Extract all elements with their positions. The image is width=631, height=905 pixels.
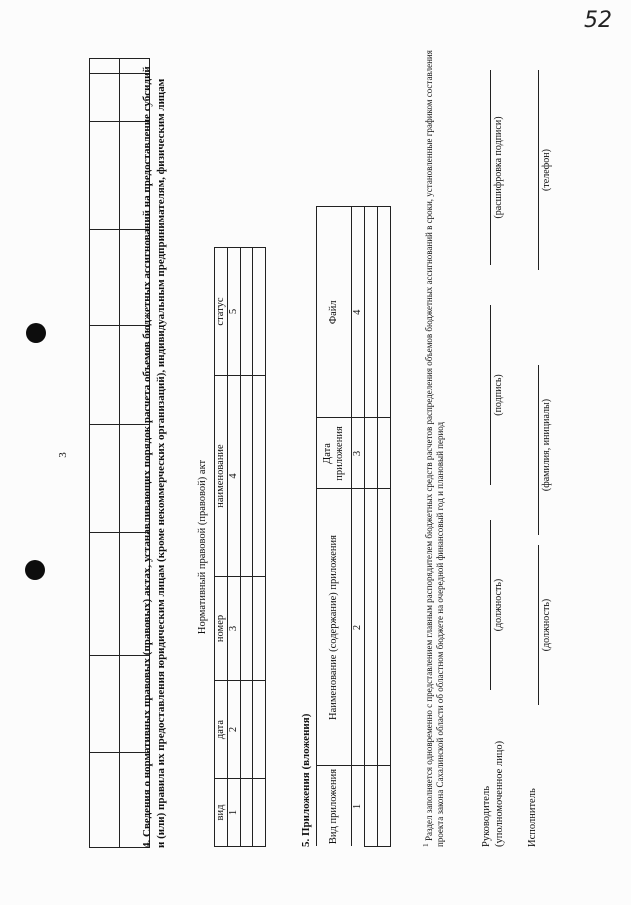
column-header: вид xyxy=(215,779,228,847)
signature-line xyxy=(490,520,491,690)
head-label-sub: (уполномоченное лицо) xyxy=(494,740,505,847)
column-number: 4 xyxy=(352,207,365,419)
head-label: Руководитель xyxy=(481,786,492,847)
column-header: Наименование (содержание) приложения xyxy=(317,489,352,766)
table-row xyxy=(253,248,266,847)
column-header: дата xyxy=(215,681,228,779)
column-number: 2 xyxy=(228,681,241,779)
sheet-number: 52 xyxy=(584,8,612,33)
signature-line xyxy=(538,545,539,705)
column-number: 5 xyxy=(228,248,241,376)
column-number: 3 xyxy=(352,418,365,489)
caption-name: (фамилия, инициалы) xyxy=(541,398,552,492)
column-number: 1 xyxy=(228,779,241,847)
table-row xyxy=(215,248,228,847)
caption-position: (должность) xyxy=(541,598,552,652)
column-header: статус xyxy=(215,248,228,376)
column-header: номер xyxy=(215,577,228,681)
column-number: 1 xyxy=(352,766,365,847)
section4-title: 4. Сведения о нормативных правовых (правовых) актах, устанавливающих порядок расчета объемов бюджетных ассигнований на предоставление субсидий и (или) правила их предоставления юридическим лицам (кроме некоммерческих организаций), индивидуальным предпринимателям, физическим лицам xyxy=(141,66,167,848)
section5-table xyxy=(316,206,391,847)
caption-signature: (подпись) xyxy=(493,374,504,416)
section5-title: 5. Приложения (вложения) xyxy=(300,713,312,847)
group-header: Нормативный правовой (правовой) акт xyxy=(192,248,215,847)
caption-signature-decoding: (расшифровка подписи) xyxy=(493,116,504,219)
column-number: 3 xyxy=(228,577,241,681)
signature-line xyxy=(490,305,491,485)
executor-label: Исполнитель xyxy=(527,788,538,847)
table-row xyxy=(192,248,215,847)
column-number: 4 xyxy=(228,376,241,577)
table-row xyxy=(352,207,365,847)
footnote xyxy=(420,47,446,847)
page-number: 3 xyxy=(56,452,69,458)
column-header: Дата приложения xyxy=(317,418,352,489)
caption-position: (должность) xyxy=(493,578,504,632)
footnote-mark: 1 xyxy=(421,843,430,847)
signature-line xyxy=(538,365,539,535)
table-row xyxy=(228,248,241,847)
table-row xyxy=(241,248,253,847)
column-header: наименование xyxy=(215,376,228,577)
table-row xyxy=(317,207,352,847)
signature-line xyxy=(490,70,491,265)
section4-table xyxy=(192,247,266,847)
footnote-text: Раздел заполняется одновременно с представлением главным распорядителем бюджетных средств расчетов распределения объемов бюджетных ассигнований в сроки, установленные графиком составления проекта закона Сахалинской области об областном бюджете на очередной финансовый год и плановый период xyxy=(424,50,445,847)
table-row xyxy=(378,207,391,847)
caption-phone: (телефон) xyxy=(541,149,552,191)
table-row xyxy=(90,59,120,848)
column-header: Файл xyxy=(317,207,352,419)
table-row xyxy=(365,207,378,847)
column-header: Вид приложения xyxy=(317,766,352,847)
column-number: 2 xyxy=(352,489,365,766)
signature-line xyxy=(538,70,539,270)
